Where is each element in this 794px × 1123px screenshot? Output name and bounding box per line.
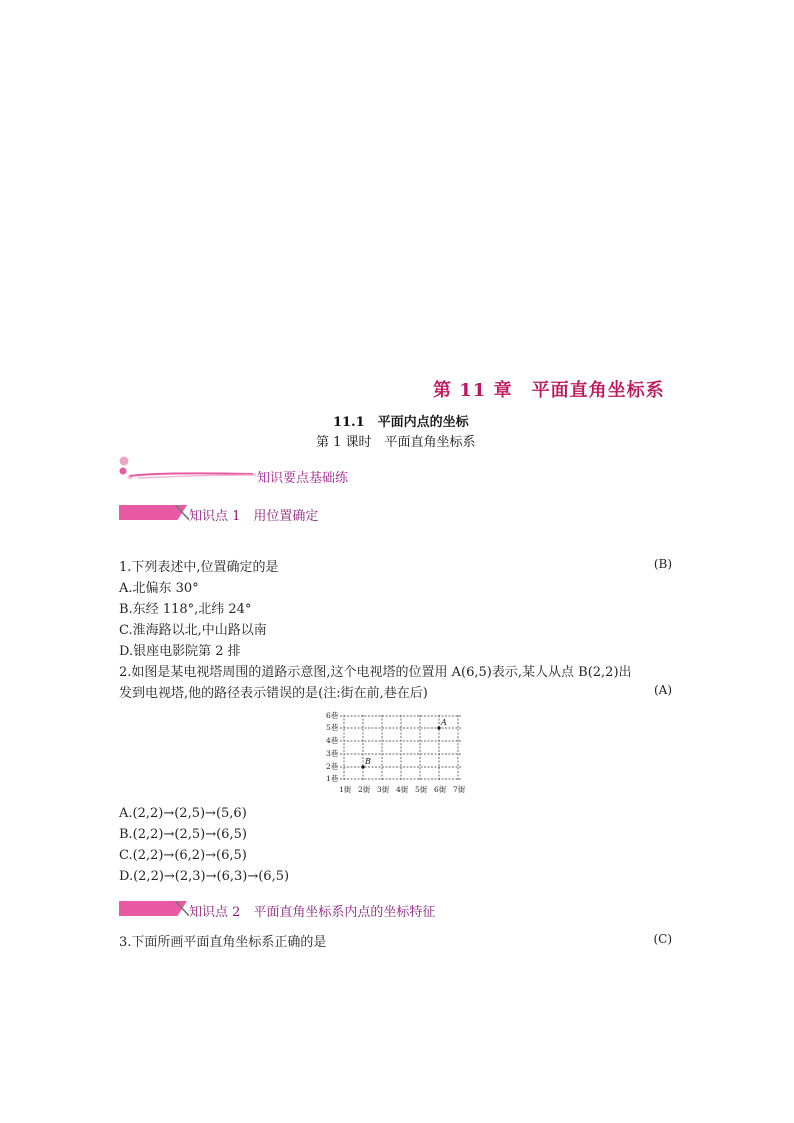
point-a-label: A — [441, 718, 447, 727]
question-1-option-d: D.银座电影院第 2 排 — [119, 644, 241, 659]
question-1-option-b: B.东经 118°,北纬 24° — [119, 602, 252, 617]
y-label-4: 4巷 — [326, 736, 339, 745]
question-1-option-a: A.北偏东 30° — [119, 581, 199, 596]
x-label-1: 1街 — [339, 785, 352, 794]
y-label-5: 5巷 — [326, 723, 339, 732]
x-label-3: 3街 — [377, 785, 390, 794]
question-2-answer: (A) — [653, 683, 672, 697]
knowledge-point-label: 知识点 2 平面直角坐标系内点的坐标特征 — [189, 905, 436, 920]
question-2-option-b: B.(2,2)→(2,5)→(6,5) — [119, 827, 247, 842]
question-1-option-c: C.淮海路以北,中山路以南 — [119, 623, 267, 638]
knowledge-point-1 — [119, 503, 439, 523]
y-label-6: 6巷 — [326, 711, 339, 720]
road-grid-figure — [325, 708, 470, 798]
knowledge-point-2 — [119, 899, 439, 919]
banner-label: 知识要点基础练 — [257, 471, 349, 486]
question-3-answer: (C) — [653, 932, 672, 946]
y-label-3: 3巷 — [326, 749, 339, 758]
question-2-option-a: A.(2,2)→(2,5)→(5,6) — [119, 806, 247, 821]
y-label-2: 2巷 — [326, 762, 339, 771]
knowledge-point-label: 知识点 1 用位置确定 — [189, 509, 319, 524]
lesson-title: 第 1 课时 平面直角坐标系 — [316, 435, 476, 450]
question-1-answer: (B) — [653, 557, 672, 571]
question-2-option-c: C.(2,2)→(6,2)→(6,5) — [119, 848, 247, 863]
question-2-option-d: D.(2,2)→(2,3)→(6,3)→(6,5) — [119, 869, 290, 884]
question-2-stem-line2: 发到电视塔,他的路径表示错误的是(注:街在前,巷在后) — [119, 686, 428, 701]
x-label-7: 7街 — [453, 785, 466, 794]
section-title: 11.1 平面内点的坐标 — [333, 415, 469, 430]
y-label-1: 1巷 — [326, 774, 339, 783]
x-label-6: 6街 — [434, 785, 447, 794]
chapter-title: 第 11 章 平面直角坐标系 — [433, 380, 665, 401]
x-label-5: 5街 — [415, 785, 428, 794]
knowledge-point-slash-icon — [175, 505, 189, 520]
x-label-2: 2街 — [358, 785, 371, 794]
question-1-stem: 1.下列表述中,位置确定的是 — [119, 560, 279, 575]
question-3-stem: 3.下面所画平面直角坐标系正确的是 — [119, 935, 327, 950]
x-label-4: 4街 — [396, 785, 409, 794]
question-2-stem-line1: 2.如图是某电视塔周围的道路示意图,这个电视塔的位置用 A(6,5)表示,某人从点 B(2,2)出 — [119, 665, 632, 680]
knowledge-point-slash-icon — [175, 901, 189, 916]
point-b-label: B — [365, 757, 371, 766]
